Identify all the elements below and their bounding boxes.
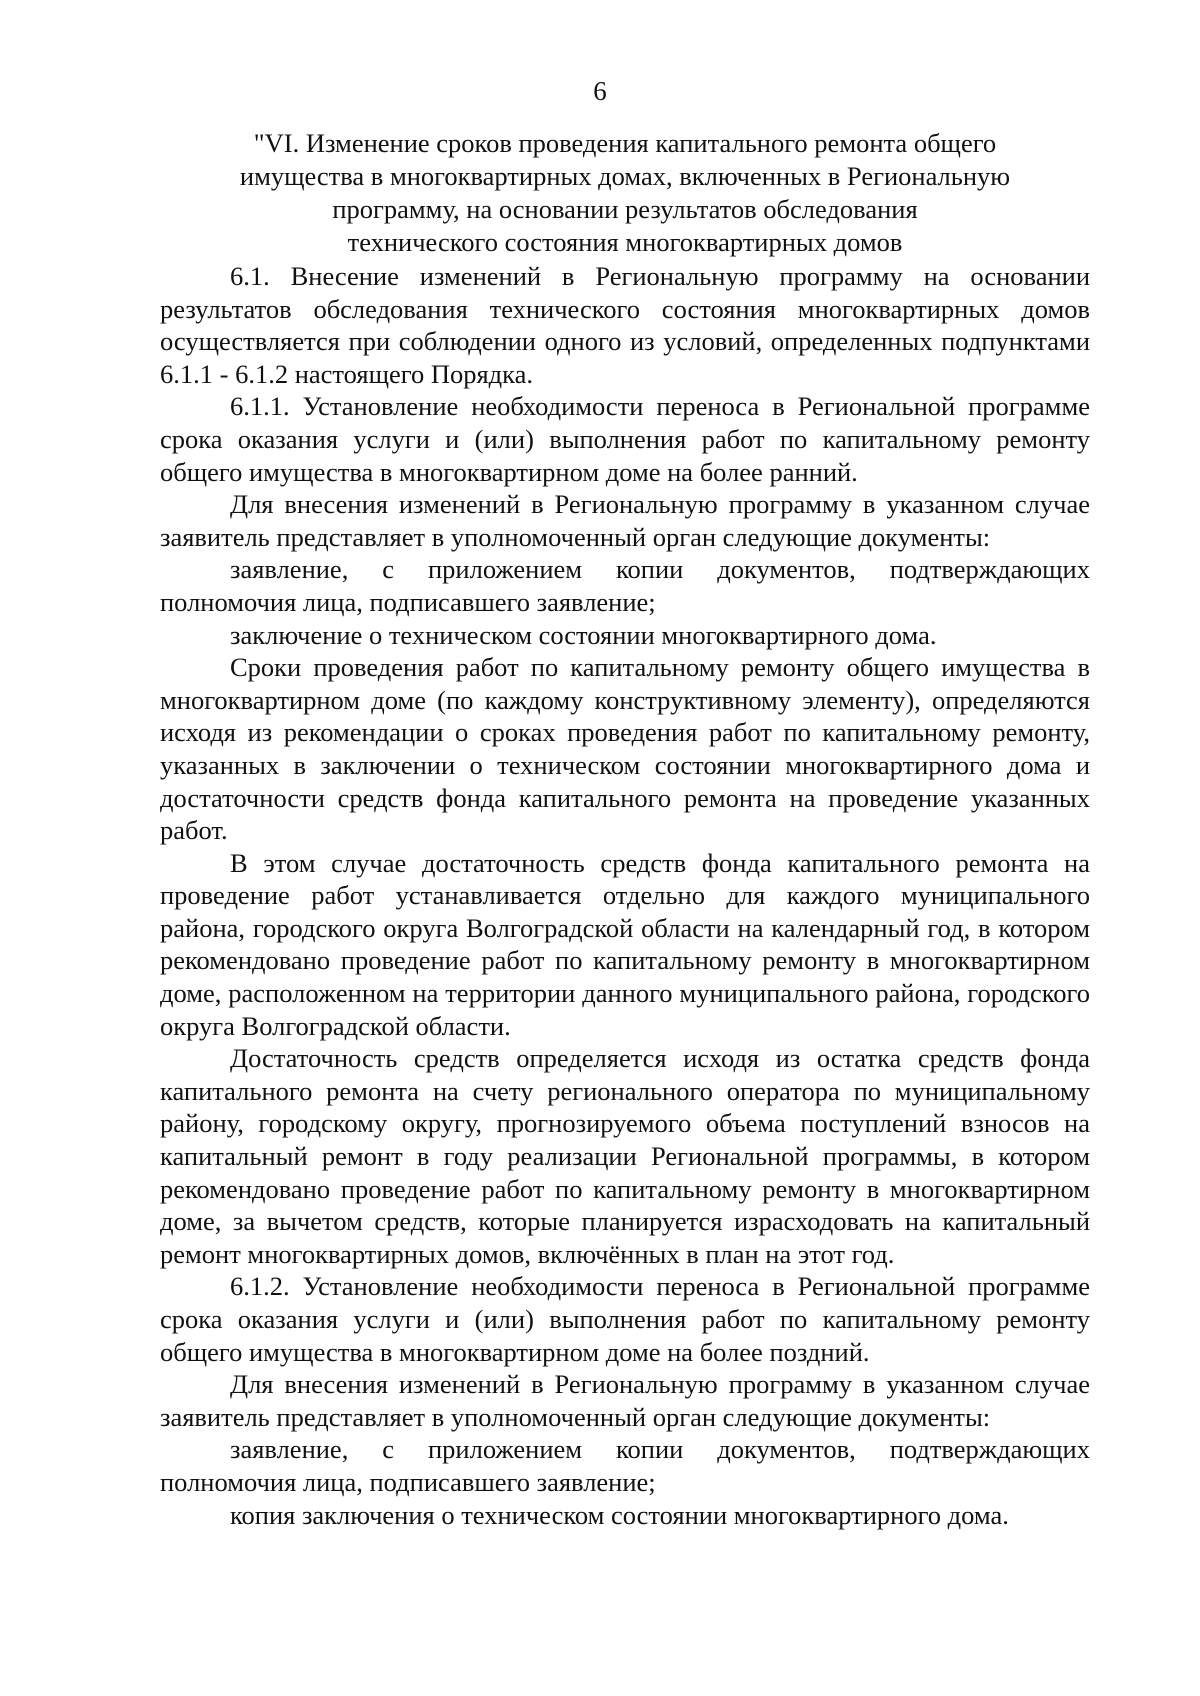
heading-line: технического состояния многоквартирных домов	[347, 227, 903, 257]
heading-line: имущества в многоквартирных домах, включенных в Региональную	[239, 161, 1011, 191]
heading-line: "VI. Изменение сроков проведения капитального ремонта общего	[253, 128, 997, 158]
paragraph: Достаточность средств определяется исходя из остатка средств фонда капитального ремонта на счету регионального оператора по муниципальному району, городскому округу, прогнозируемого объема поступлений взносов на капитальный ремонт в году реализации Региональной программы, в котором рекомендовано проведение работ по капитальному ремонту в многоквартирном доме, за вычетом средств, которые планируется израсходовать на капитальный ремонт многоквартирных домов, включённых в план на этот год.	[160, 1043, 1090, 1269]
paragraph: Для внесения изменений в Региональную программу в указанном случае заявитель представляет в уполномоченный орган следующие документы:	[160, 1369, 1090, 1432]
paragraph: копия заключения о техническом состоянии многоквартирного дома.	[230, 1499, 1009, 1530]
page-number: 6	[593, 76, 607, 106]
heading-line: программу, на основании результатов обследования	[332, 194, 918, 224]
paragraph: заявление, с приложением копии документов, подтверждающих полномочия лица, подписавшего заявление;	[160, 554, 1090, 617]
paragraph-6-1-2: 6.1.2. Установление необходимости переноса в Региональной программе срока оказания услуги и (или) выполнения работ по капитальному ремонту общего имущества в многоквартирном доме на более поздний.	[160, 1271, 1090, 1367]
paragraph: Для внесения изменений в Региональную программу в указанном случае заявитель представляет в уполномоченный орган следующие документы:	[160, 489, 1090, 552]
paragraph: заключение о техническом состоянии многоквартирного дома.	[230, 619, 937, 650]
document-body	[160, 260, 1090, 1531]
paragraph-6-1-1: 6.1.1. Установление необходимости переноса в Региональной программе срока оказания услуги и (или) выполнения работ по капитальному ремонту общего имущества в многоквартирном доме на более ранний.	[160, 391, 1090, 487]
paragraph: заявление, с приложением копии документов, подтверждающих полномочия лица, подписавшего заявление;	[160, 1434, 1090, 1497]
paragraph: Сроки проведения работ по капитальному ремонту общего имущества в многоквартирном доме (по каждому конструктивному элементу), определяются исходя из рекомендации о сроках проведения работ по капитальному ремонту, указанных в заключении о техническом состоянии многоквартирного дома и достаточности средств фонда капитального ремонта на проведение указанных работ.	[160, 652, 1090, 846]
paragraph-6-1: 6.1. Внесение изменений в Региональную программу на основании результатов обследования технического состояния многоквартирных домов осуществляется при соблюдении одного из условий, определенных подпунктами 6.1.1 - 6.1.2 настоящего Порядка.	[160, 261, 1090, 389]
section-heading	[200, 127, 1050, 259]
paragraph: В этом случае достаточность средств фонда капитального ремонта на проведение работ устанавливается отдельно для каждого муниципального района, городского округа Волгоградской области на календарный год, в котором рекомендовано проведение работ по капитальному ремонту в многоквартирном доме, расположенном на территории данного муниципального района, городского округа Волгоградской области.	[160, 847, 1090, 1041]
